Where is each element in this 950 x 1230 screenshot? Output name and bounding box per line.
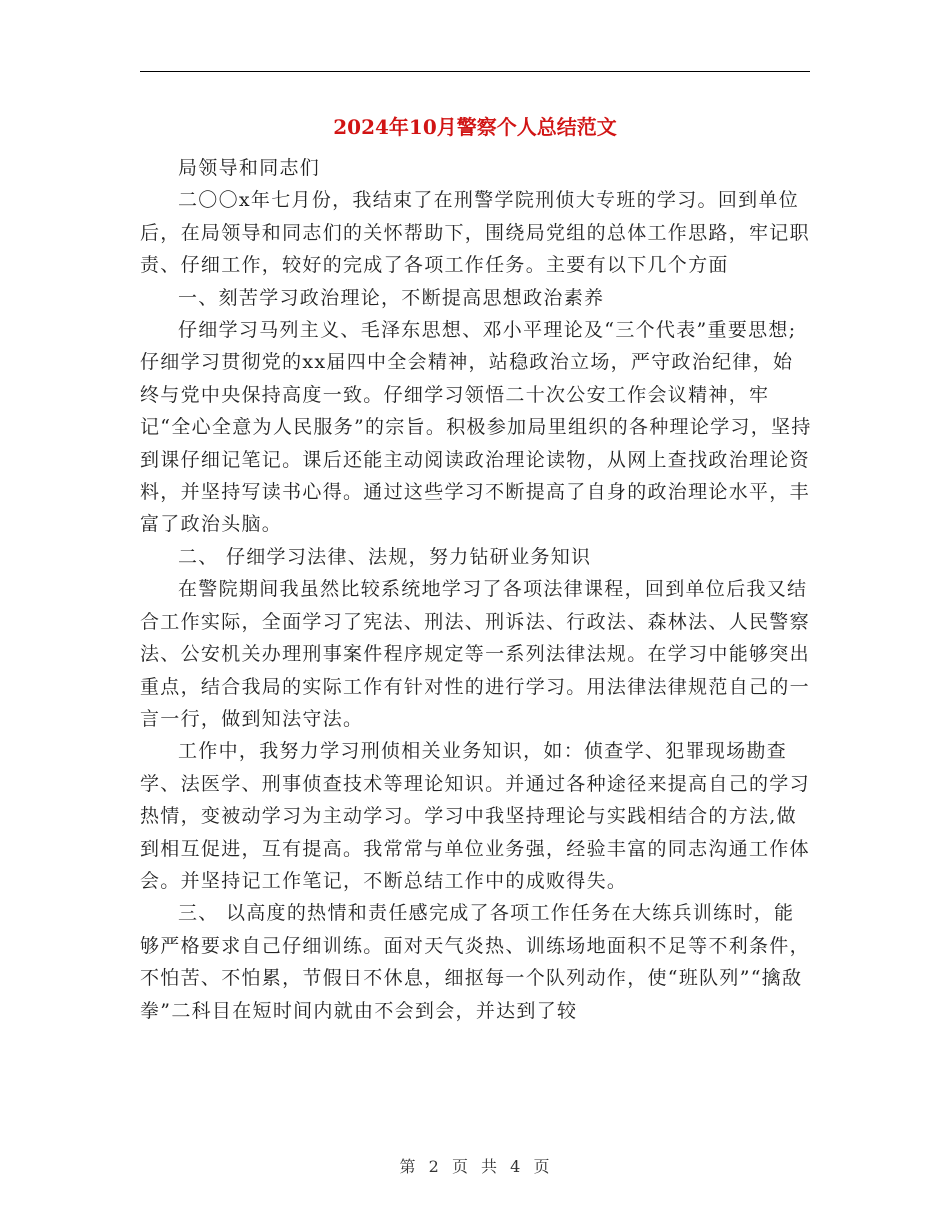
intro-paragraph: 二〇〇x年七月份，我结束了在刑警学院刑侦大专班的学习。回到单位后，在局领导和同志们的关怀帮助下，围绕局党组的总体工作思路，牢记职责、仔细工作，较好的完成了各项工作任务。主要有以下几个方面: [140, 189, 810, 277]
section-heading-3-paragraph: 三、 以高度的热情和责任感完成了各项工作任务在大练兵训练时，能够严格要求自己仔细训练。面对天气炎热、训练场地面积不足等不利条件，不怕苦、不怕累，节假日不休息，细抠每一个队列动作，使“班队列”“擒敌拳”二科目在短时间内就由不会到会，并达到了较: [140, 902, 810, 1022]
total-pages-number: 4: [510, 1157, 522, 1176]
footer-suffix: 页: [533, 1157, 551, 1176]
current-page-number: 2: [428, 1157, 440, 1176]
body-paragraph: 在警院期间我虽然比较系统地学习了各项法律课程，回到单位后我又结合工作实际，全面学习了宪法、刑法、刑诉法、行政法、森林法、人民警察法、公安机关办理刑事案件程序规定等一系列法律法规。在学习中能够突出重点，结合我局的实际工作有针对性的进行学习。用法律法律规范自己的一言一行，做到知法守法。: [140, 578, 810, 730]
body-paragraph: 工作中，我努力学习刑侦相关业务知识，如：侦查学、犯罪现场勘查学、法医学、刑事侦查技术等理论知识。并通过各种途径来提高自己的学习热情，变被动学习为主动学习。学习中我坚持理论与实践相结合的方法,做到相互促进，互有提高。我常常与单位业务强，经验丰富的同志沟通工作体会。并坚持记工作笔记，不断总结工作中的成败得失。: [140, 740, 810, 892]
body-paragraph: 仔细学习马列主义、毛泽东思想、邓小平理论及“三个代表”重要思想;仔细学习贯彻党的xx届四中全会精神，站稳政治立场，严守政治纪律，始终与党中央保持高度一致。仔细学习领悟二十次公安工作会议精神，牢记“全心全意为人民服务”的宗旨。积极参加局里组织的各种理论学习，坚持到课仔细记笔记。课后还能主动阅读政治理论读物，从网上查找政治理论资料，并坚持写读书心得。通过这些学习不断提高了自身的政治理论水平，丰富了政治头脑。: [140, 319, 812, 536]
footer-prefix: 第: [399, 1157, 417, 1176]
section-heading-1: 一、刻苦学习政治理论，不断提高思想政治素养: [178, 286, 605, 309]
footer-page-word: 页: [451, 1157, 469, 1176]
document-body: [140, 152, 812, 1027]
section-heading-2: 二、 仔细学习法律、法规，努力钻研业务知识: [178, 545, 592, 568]
document-title: 2024年10月警察个人总结范文: [333, 115, 617, 139]
header-rule: [140, 71, 810, 72]
salutation-paragraph: 局领导和同志们: [178, 157, 321, 179]
footer-total-word: 共: [481, 1157, 499, 1176]
page-footer: [140, 1154, 810, 1177]
